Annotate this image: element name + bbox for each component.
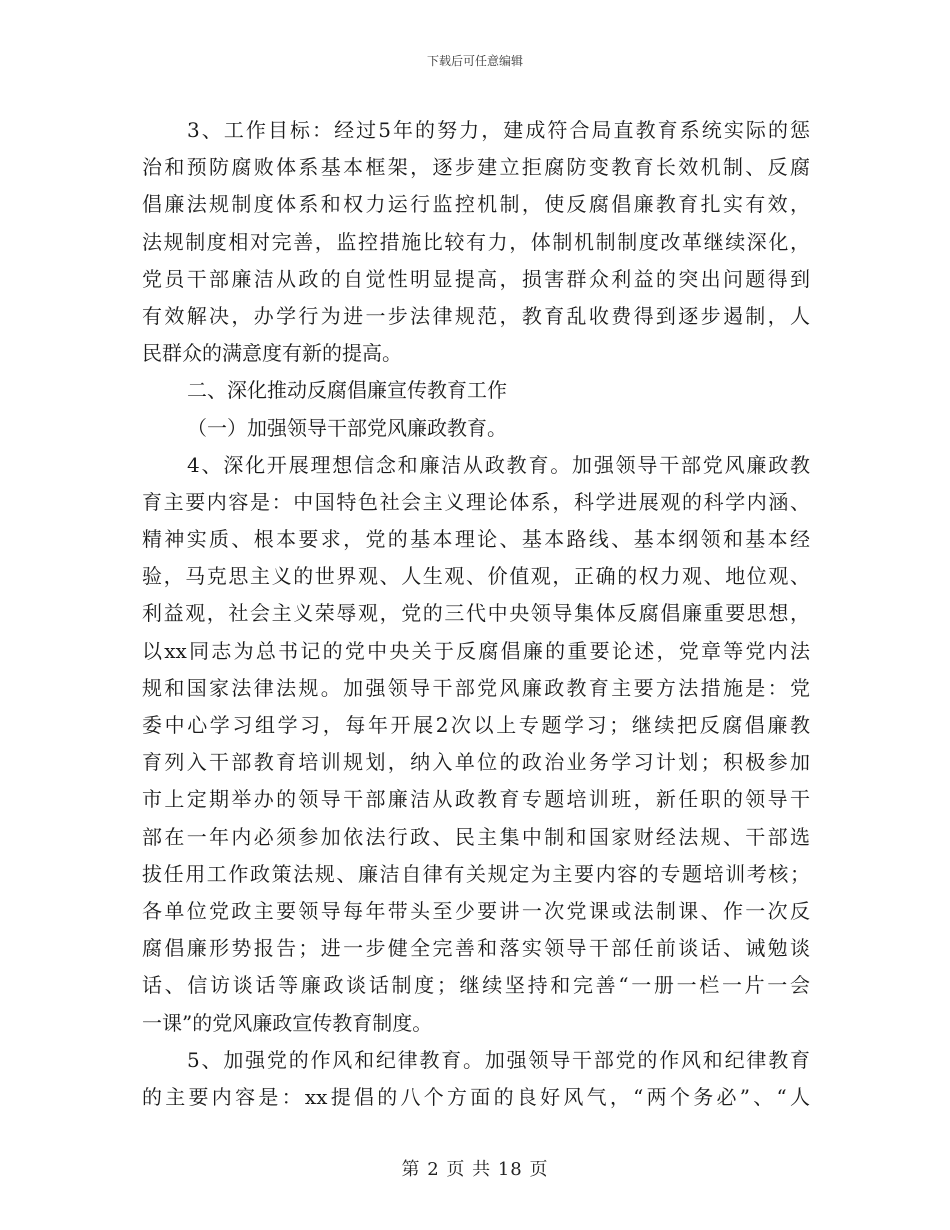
paragraph-line: 有效解决，办学行为进一步法律规范，教育乱收费得到逐步遏制，人 xyxy=(142,303,810,328)
paragraph-line: 委中心学习组学习，每年开展2次以上专题学习；继续把反腐倡廉教 xyxy=(142,713,810,737)
document-body xyxy=(142,112,810,1116)
paragraph-line: 腐倡廉形势报告；进一步健全完善和落实领导干部任前谈话、诫勉谈 xyxy=(142,936,810,961)
paragraph-line: 话、信访谈话等廉政谈话制度；继续坚持和完善“一册一栏一片一会 xyxy=(142,973,810,998)
paragraph-line: 规和国家法律法规。加强领导干部党风廉政教育主要方法措施是：党 xyxy=(142,675,810,700)
paragraph-line: 5、加强党的作风和纪律教育。加强领导干部党的作风和纪律教育 xyxy=(187,1047,810,1072)
paragraph-line: 利益观，社会主义荣辱观，党的三代中央领导集体反腐倡廉重要思想， xyxy=(142,601,810,626)
paragraph-line: 育列入干部教育培训规划，纳入单位的政治业务学习计划；积极参加 xyxy=(142,750,810,775)
paragraph-line: 拔任用工作政策法规、廉洁自律有关规定为主要内容的专题培训考核； xyxy=(142,861,810,886)
page-header: 下载后可任意编辑 xyxy=(426,54,523,68)
paragraph-line: 的主要内容是：xx提倡的八个方面的良好风气，“两个务必”、“人 xyxy=(142,1084,810,1109)
paragraph-line: 治和预防腐败体系基本框架，逐步建立拒腐防变教育长效机制、反腐 xyxy=(142,155,810,180)
section-heading: 二、深化推动反腐倡廉宣传教育工作 xyxy=(187,378,507,403)
page-footer: 第 2 页 共 18 页 xyxy=(401,1159,549,1180)
paragraph-line: 一课”的党风廉政宣传教育制度。 xyxy=(142,1010,433,1035)
paragraph-line: 市上定期举办的领导干部廉洁从政教育专题培训班，新任职的领导干 xyxy=(142,787,810,812)
paragraph-line: 以xx同志为总书记的党中央关于反腐倡廉的重要论述，党章等党内法 xyxy=(142,638,810,663)
paragraph-line: 倡廉法规制度体系和权力运行监控机制，使反腐倡廉教育扎实有效， xyxy=(142,192,810,217)
paragraph-line: 民群众的满意度有新的提高。 xyxy=(142,341,402,366)
paragraph-line: 4、深化开展理想信念和廉洁从政教育。加强领导干部党风廉政教 xyxy=(187,452,810,477)
paragraph-line: 3、工作目标：经过5年的努力，建成符合局直教育系统实际的惩 xyxy=(187,118,810,142)
paragraph-line: 育主要内容是：中国特色社会主义理论体系，科学进展观的科学内涵、 xyxy=(142,489,810,514)
paragraph-line: 验，马克思主义的世界观、人生观、价值观，正确的权力观、地位观、 xyxy=(142,564,810,589)
paragraph-line: 党员干部廉洁从政的自觉性明显提高，损害群众利益的突出问题得到 xyxy=(142,266,810,291)
paragraph-line: 各单位党政主要领导每年带头至少要讲一次党课或法制课、作一次反 xyxy=(142,898,810,923)
paragraph-line: 精神实质、根本要求，党的基本理论、基本路线、基本纲领和基本经 xyxy=(142,527,810,552)
paragraph-line: 部在一年内必须参加依法行政、民主集中制和国家财经法规、干部选 xyxy=(142,824,810,849)
subsection-heading: （一）加强领导干部党风廉政教育。 xyxy=(187,415,507,440)
paragraph-line: 法规制度相对完善，监控措施比较有力，体制机制制度改革继续深化， xyxy=(142,229,810,254)
